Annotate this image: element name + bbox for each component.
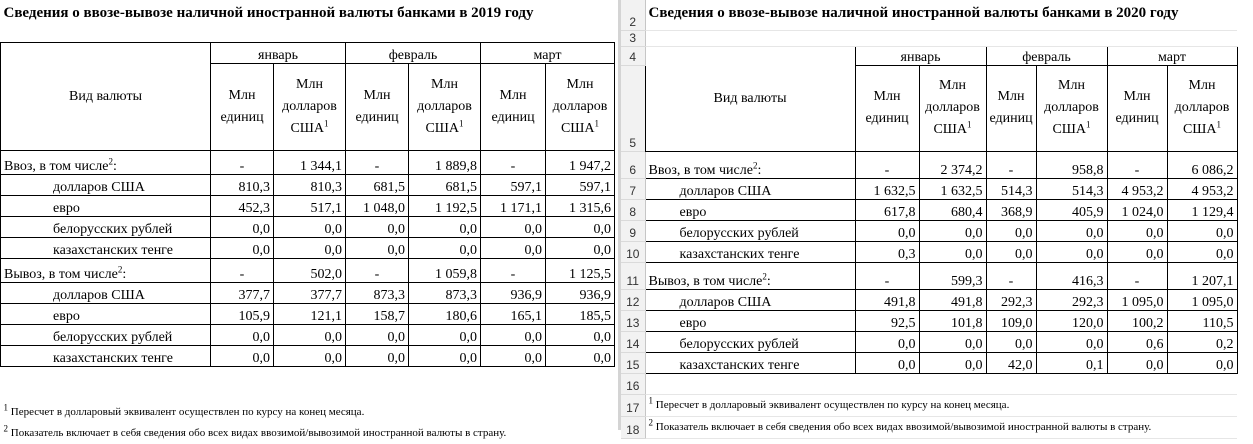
footnote-mark: 1: [648, 394, 653, 405]
data-cell[interactable]: 0,0: [346, 345, 409, 366]
data-cell[interactable]: 0,3: [855, 241, 919, 262]
data-cell[interactable]: 0,0: [855, 220, 919, 241]
label-text: белорусских рублей: [679, 336, 799, 352]
data-cell[interactable]: 514,3: [1036, 178, 1107, 199]
currency-label: [1, 237, 211, 258]
row-number[interactable]: 4: [621, 46, 645, 65]
unit-label: Млн долларов США: [925, 78, 980, 137]
table-2019: [0, 0, 615, 444]
data-cell[interactable]: 92,5: [855, 310, 919, 331]
footnote-text: Пересчет в долларовый эквивалент осуществлен по курсу на конец месяца.: [10, 406, 365, 418]
data-cell[interactable]: 491,8: [855, 289, 919, 310]
data-cell[interactable]: 0,0: [986, 241, 1036, 262]
unit-label: Млн долларов США: [1174, 78, 1230, 137]
unit-header-units: Млн единиц: [855, 65, 919, 151]
data-cell[interactable]: 0,0: [919, 241, 986, 262]
row-number[interactable]: 11: [621, 262, 645, 289]
data-cell[interactable]: -: [346, 258, 409, 282]
label-text: Ввоз, в том числе: [648, 162, 753, 178]
data-cell[interactable]: 617,8: [855, 199, 919, 220]
sheet-row: [621, 220, 1237, 241]
data-cell[interactable]: 810,3: [274, 174, 346, 195]
label-text: казахстанских тенге: [679, 246, 800, 262]
data-cell[interactable]: 0,2: [1167, 331, 1237, 352]
sheet-row: [621, 310, 1237, 331]
label-text: казахстанских тенге: [53, 350, 173, 366]
row-number[interactable]: 17: [621, 394, 645, 416]
currency-label: [645, 220, 855, 241]
sheet-row: [1, 174, 615, 195]
sheet-row: [1, 42, 615, 63]
data-cell[interactable]: -: [1107, 151, 1167, 178]
data-cell[interactable]: 514,3: [986, 178, 1036, 199]
data-cell[interactable]: 6 086,2: [1167, 151, 1237, 178]
table-2020: [621, 0, 1238, 439]
data-cell[interactable]: 0,0: [919, 352, 986, 373]
label-text: евро: [679, 204, 707, 220]
data-cell[interactable]: 158,7: [346, 303, 409, 324]
sheet-row: [621, 0, 1237, 30]
data-cell[interactable]: 120,0: [1036, 310, 1107, 331]
month-header: январь: [855, 46, 986, 65]
data-cell[interactable]: 42,0: [986, 352, 1036, 373]
sheet-row: [621, 331, 1237, 352]
data-cell[interactable]: 0,0: [274, 216, 346, 237]
data-cell[interactable]: 1 048,0: [346, 195, 409, 216]
row-number[interactable]: 5: [621, 65, 645, 151]
unit-header-usd: [1036, 65, 1107, 151]
footnote-mark: 1: [324, 117, 329, 128]
data-cell[interactable]: 377,7: [274, 282, 346, 303]
currency-label: [645, 289, 855, 310]
unit-header-usd: [274, 63, 346, 150]
sheet-row: [621, 262, 1237, 289]
data-cell[interactable]: 1 024,0: [1107, 199, 1167, 220]
data-cell[interactable]: 0,0: [1107, 220, 1167, 241]
colon: :: [757, 162, 762, 178]
data-cell[interactable]: 0,0: [1167, 220, 1237, 241]
data-cell[interactable]: 0,0: [1036, 241, 1107, 262]
currency-label: [645, 241, 855, 262]
colon: :: [112, 158, 117, 174]
data-cell[interactable]: 0,0: [409, 324, 481, 345]
data-cell[interactable]: 2 374,2: [919, 151, 986, 178]
data-cell[interactable]: -: [855, 262, 919, 289]
month-header: февраль: [986, 46, 1107, 65]
unit-header-units: Млн единиц: [211, 63, 274, 150]
data-cell[interactable]: 681,5: [346, 174, 409, 195]
data-cell[interactable]: 0,0: [211, 324, 274, 345]
data-cell[interactable]: 0,0: [274, 237, 346, 258]
sheet-row: [1, 366, 615, 402]
data-cell[interactable]: 0,0: [855, 331, 919, 352]
unit-header-usd: [546, 63, 615, 150]
data-cell[interactable]: 1 095,0: [1107, 289, 1167, 310]
data-cell[interactable]: 110,5: [1167, 310, 1237, 331]
footnote: [1, 423, 615, 444]
month-header: март: [1107, 46, 1237, 65]
data-cell[interactable]: 0,0: [481, 216, 546, 237]
data-cell[interactable]: 936,9: [546, 282, 615, 303]
data-cell[interactable]: 491,8: [919, 289, 986, 310]
footnote-text: Показатель включает в себя сведения обо всех видах ввозимой/вывозимой иностранной валюты в страну.: [655, 420, 1152, 433]
data-cell[interactable]: 0,0: [346, 237, 409, 258]
data-cell[interactable]: 0,0: [546, 324, 615, 345]
footnote-mark: 1: [3, 402, 8, 413]
sheet-row: [621, 199, 1237, 220]
colon: :: [122, 266, 127, 282]
empty-cell[interactable]: [1, 366, 615, 402]
footnote-mark: 2: [648, 416, 653, 427]
month-header: март: [481, 42, 615, 63]
unit-label: Млн долларов США: [552, 76, 608, 136]
data-cell[interactable]: 0,0: [409, 237, 481, 258]
data-cell[interactable]: 958,8: [1036, 151, 1107, 178]
colon: :: [766, 273, 771, 289]
data-cell[interactable]: 0,6: [1107, 331, 1167, 352]
label-text: долларов США: [53, 179, 145, 195]
footnote-mark: 2: [117, 263, 123, 274]
currency-label: [645, 178, 855, 199]
data-cell[interactable]: -: [986, 151, 1036, 178]
label-text: казахстанских тенге: [679, 357, 800, 373]
data-cell[interactable]: 109,0: [986, 310, 1036, 331]
row-number[interactable]: 18: [621, 416, 645, 438]
currency-label: [1, 216, 211, 237]
empty-cell[interactable]: [645, 30, 1237, 46]
currency-label: [645, 352, 855, 373]
footnote: [1, 402, 615, 423]
label-text: евро: [53, 200, 80, 216]
data-cell[interactable]: 0,0: [346, 324, 409, 345]
footnote-mark: 2: [762, 270, 767, 281]
sheet-row: [621, 151, 1237, 178]
data-cell[interactable]: 377,7: [211, 282, 274, 303]
data-cell[interactable]: 0,0: [481, 237, 546, 258]
data-cell[interactable]: 680,4: [919, 199, 986, 220]
sheet-row: [621, 30, 1237, 46]
data-cell[interactable]: 0,0: [1107, 352, 1167, 373]
data-cell[interactable]: 597,1: [546, 174, 615, 195]
data-cell[interactable]: 1 125,5: [546, 258, 615, 282]
unit-header-usd: [1167, 65, 1237, 151]
sheet-row: [1, 26, 615, 42]
row-number[interactable]: 9: [621, 220, 645, 241]
data-cell[interactable]: 1 632,5: [919, 178, 986, 199]
unit-label: Млн долларов США: [1044, 78, 1099, 137]
sheet-pane-2020[interactable]: [621, 0, 1253, 437]
data-cell[interactable]: 1 095,0: [1167, 289, 1237, 310]
sheet-row: [1, 345, 615, 366]
month-header: февраль: [346, 42, 481, 63]
data-cell[interactable]: 517,1: [274, 195, 346, 216]
data-cell[interactable]: 165,1: [481, 303, 546, 324]
row-number[interactable]: 16: [621, 373, 645, 394]
row-number[interactable]: 6: [621, 151, 645, 178]
sheet-row: [1, 258, 615, 282]
sheet-row: [1, 324, 615, 345]
label-text: белорусских рублей: [53, 329, 173, 345]
unit-header-usd: [409, 63, 481, 150]
data-cell[interactable]: 368,9: [986, 199, 1036, 220]
data-cell[interactable]: 810,3: [211, 174, 274, 195]
data-cell[interactable]: -: [211, 150, 274, 174]
label-text: долларов США: [679, 183, 772, 199]
sheet-row: [1, 423, 615, 444]
unit-header-units: Млн единиц: [1107, 65, 1167, 151]
row-number[interactable]: 7: [621, 178, 645, 199]
sheet-row: [1, 303, 615, 324]
data-cell[interactable]: -: [346, 150, 409, 174]
sheet-title: Сведения о ввозе-вывозе наличной иностранной валюты банками в 2019 году: [3, 5, 534, 21]
data-cell[interactable]: 0,0: [986, 331, 1036, 352]
row-number[interactable]: 8: [621, 199, 645, 220]
data-cell[interactable]: 180,6: [409, 303, 481, 324]
data-cell[interactable]: 1 129,4: [1167, 199, 1237, 220]
sheet-row: [1, 282, 615, 303]
label-text: белорусских рублей: [679, 225, 799, 241]
data-cell[interactable]: 416,3: [1036, 262, 1107, 289]
month-header: январь: [211, 42, 346, 63]
empty-cell[interactable]: [645, 373, 1237, 394]
label-text: Вывоз, в том числе: [4, 266, 118, 282]
sheet-row: [621, 416, 1237, 438]
data-cell[interactable]: 0,0: [211, 345, 274, 366]
sheet-row: [621, 352, 1237, 373]
currency-label: [1, 195, 211, 216]
data-cell[interactable]: 597,1: [481, 174, 546, 195]
data-cell[interactable]: 0,0: [481, 324, 546, 345]
currency-label: [645, 331, 855, 352]
data-cell[interactable]: -: [986, 262, 1036, 289]
label-text: долларов США: [679, 294, 772, 310]
data-cell[interactable]: 0,0: [546, 216, 615, 237]
row-number[interactable]: 2: [621, 0, 645, 30]
sheet-row: [621, 46, 1237, 65]
data-cell[interactable]: 1 632,5: [855, 178, 919, 199]
data-cell[interactable]: 1 171,1: [481, 195, 546, 216]
data-cell[interactable]: 0,0: [546, 345, 615, 366]
data-cell[interactable]: 873,3: [409, 282, 481, 303]
data-cell[interactable]: 599,3: [919, 262, 986, 289]
footnote-mark: 1: [1216, 119, 1222, 130]
label-text: евро: [679, 315, 707, 331]
label-text: казахстанских тенге: [53, 242, 173, 258]
data-cell[interactable]: 0,0: [409, 216, 481, 237]
data-cell[interactable]: 0,0: [1036, 331, 1107, 352]
sheet-title: Сведения о ввозе-вывозе наличной иностранной валюты банками в 2020 году: [645, 0, 1237, 30]
footnote-text: Показатель включает в себя сведения обо всех видах ввозимой/вывозимой иностранной валюты в страну.: [10, 427, 507, 439]
footnote-text: Пересчет в долларовый эквивалент осуществлен по курсу на конец месяца.: [655, 398, 1010, 411]
label-text: Вывоз, в том числе: [648, 273, 763, 289]
data-cell[interactable]: 105,9: [211, 303, 274, 324]
currency-label: [645, 199, 855, 220]
footnote-mark: 2: [108, 155, 113, 166]
currency-label: [1, 174, 211, 195]
footnote-mark: 1: [594, 117, 600, 128]
data-cell[interactable]: 0,0: [211, 216, 274, 237]
row-number[interactable]: 10: [621, 241, 645, 262]
section-label: [1, 258, 211, 282]
data-cell[interactable]: 0,0: [274, 324, 346, 345]
data-cell[interactable]: 101,8: [919, 310, 986, 331]
footnote: [645, 416, 1237, 438]
unit-label: Млн долларов США: [282, 76, 337, 136]
currency-type-header: Вид валюты: [1, 42, 211, 150]
label-text: белорусских рублей: [53, 221, 173, 237]
sheet-row: [1, 0, 615, 26]
data-cell[interactable]: 4 953,2: [1107, 178, 1167, 199]
sheet-row: [621, 373, 1237, 394]
data-cell[interactable]: 0,0: [1167, 352, 1237, 373]
sheet-row: [621, 178, 1237, 199]
data-cell[interactable]: 292,3: [986, 289, 1036, 310]
sheet-row: [621, 289, 1237, 310]
unit-header-units: Млн единиц: [346, 63, 409, 150]
data-cell[interactable]: 0,0: [1167, 241, 1237, 262]
data-cell[interactable]: 0,0: [274, 345, 346, 366]
currency-label: [1, 324, 211, 345]
unit-label: Млн долларов США: [417, 76, 472, 136]
data-cell[interactable]: 1 192,5: [409, 195, 481, 216]
data-cell[interactable]: 0,0: [409, 345, 481, 366]
unit-header-units: Млн единиц: [986, 65, 1036, 151]
data-cell[interactable]: -: [481, 150, 546, 174]
label-text: Ввоз, в том числе: [4, 158, 109, 174]
footnote-mark: 1: [459, 117, 464, 128]
data-cell[interactable]: 0,0: [546, 237, 615, 258]
data-cell[interactable]: 0,0: [919, 220, 986, 241]
data-cell[interactable]: 1 059,8: [409, 258, 481, 282]
data-cell[interactable]: 1 344,1: [274, 150, 346, 174]
data-cell[interactable]: 1 947,2: [546, 150, 615, 174]
data-cell[interactable]: -: [1107, 262, 1167, 289]
footnote-mark: 1: [1086, 119, 1091, 130]
sheet-row: [1, 195, 615, 216]
sheet-row: [621, 241, 1237, 262]
data-cell[interactable]: -: [211, 258, 274, 282]
sheet-row: [621, 394, 1237, 416]
data-cell[interactable]: 292,3: [1036, 289, 1107, 310]
data-cell[interactable]: 452,3: [211, 195, 274, 216]
section-label: [645, 151, 855, 178]
row-number[interactable]: 12: [621, 289, 645, 310]
sheet-row: [1, 237, 615, 258]
sheet-row: [1, 216, 615, 237]
data-cell[interactable]: 0,1: [1036, 352, 1107, 373]
section-label: [1, 150, 211, 174]
currency-label: [1, 282, 211, 303]
sheet-pane-2019[interactable]: [0, 0, 618, 439]
footnote: [645, 394, 1237, 416]
data-cell[interactable]: 0,0: [855, 352, 919, 373]
sheet-row: [1, 402, 615, 423]
data-cell[interactable]: 681,5: [409, 174, 481, 195]
data-cell[interactable]: 502,0: [274, 258, 346, 282]
label-text: долларов США: [53, 287, 145, 303]
data-cell[interactable]: 0,0: [919, 331, 986, 352]
data-cell[interactable]: 405,9: [1036, 199, 1107, 220]
row-number[interactable]: 14: [621, 331, 645, 352]
data-cell[interactable]: 100,2: [1107, 310, 1167, 331]
data-cell[interactable]: 1 889,8: [409, 150, 481, 174]
currency-label: [1, 345, 211, 366]
unit-header-units: Млн единиц: [481, 63, 546, 150]
unit-header-usd: [919, 65, 986, 151]
sheet-row: [1, 150, 615, 174]
data-cell[interactable]: 0,0: [211, 237, 274, 258]
currency-label: [645, 310, 855, 331]
section-label: [645, 262, 855, 289]
data-cell[interactable]: 1 207,1: [1167, 262, 1237, 289]
data-cell[interactable]: 121,1: [274, 303, 346, 324]
currency-type-header: Вид валюты: [645, 46, 855, 151]
data-cell[interactable]: -: [481, 258, 546, 282]
data-cell[interactable]: 4 953,2: [1167, 178, 1237, 199]
empty-cell[interactable]: [1, 26, 615, 42]
row-number[interactable]: 3: [621, 30, 645, 46]
data-cell[interactable]: 0,0: [1036, 220, 1107, 241]
footnote-mark: 2: [752, 159, 758, 170]
data-cell[interactable]: 936,9: [481, 282, 546, 303]
footnote-mark: 1: [967, 119, 972, 130]
data-cell[interactable]: 0,0: [986, 220, 1036, 241]
data-cell[interactable]: 0,0: [481, 345, 546, 366]
row-number[interactable]: 13: [621, 310, 645, 331]
footnote-mark: 2: [3, 423, 8, 434]
label-text: евро: [53, 308, 80, 324]
data-cell[interactable]: 0,0: [346, 216, 409, 237]
data-cell[interactable]: 1 315,6: [546, 195, 615, 216]
currency-label: [1, 303, 211, 324]
data-cell[interactable]: 0,0: [1107, 241, 1167, 262]
row-number[interactable]: 15: [621, 352, 645, 373]
data-cell[interactable]: 185,5: [546, 303, 615, 324]
data-cell[interactable]: -: [855, 151, 919, 178]
data-cell[interactable]: 873,3: [346, 282, 409, 303]
